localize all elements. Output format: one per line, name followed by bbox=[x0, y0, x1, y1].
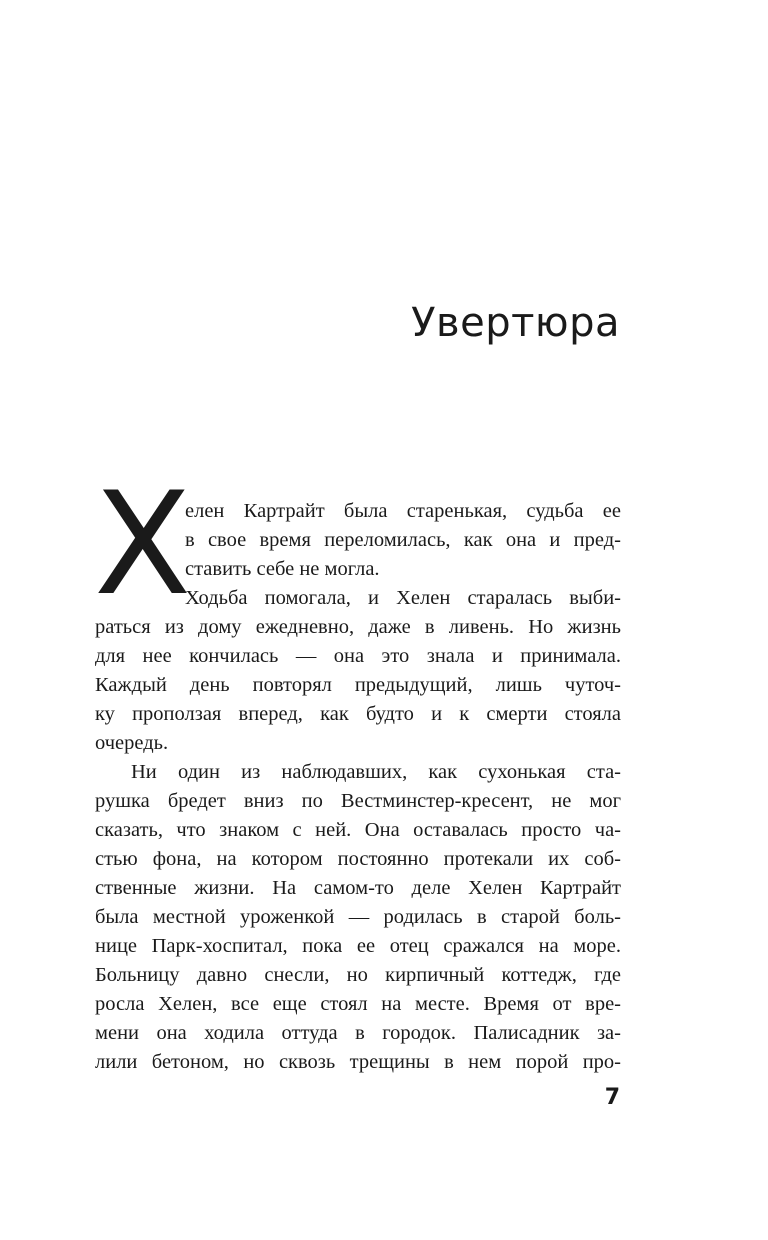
text-line: рушка бредет вниз по Вестминстер-кресент, не мог bbox=[95, 790, 621, 812]
text-line: елен Картрайт была старенькая, судьба ее bbox=[185, 500, 621, 522]
text-line: стью фона, на котором постоянно протекали их соб- bbox=[95, 848, 621, 870]
text-line: ственные жизни. На самом-то деле Хелен Картрайт bbox=[95, 877, 621, 899]
drop-cap: Х bbox=[94, 462, 192, 627]
chapter-title: Увертюра bbox=[411, 300, 620, 346]
text-line: Ходьба помогала, и Хелен старалась выби- bbox=[185, 587, 621, 609]
text-line: ку проползая вперед, как будто и к смерти стояла bbox=[95, 703, 621, 725]
text-line: раться из дому ежедневно, даже в ливень. Но жизнь bbox=[95, 616, 621, 638]
text-line: лили бетоном, но сквозь трещины в нем порой про- bbox=[95, 1051, 621, 1073]
text-line: Ни один из наблюдавших, как сухонькая ста- bbox=[131, 761, 621, 783]
text-line: Больницу давно снесли, но кирпичный коттедж, где bbox=[95, 964, 621, 986]
text-line: для нее кончилась — она это знала и принимала. bbox=[95, 645, 621, 667]
text-line: Каждый день повторял предыдущий, лишь чуточ- bbox=[95, 674, 621, 696]
text-line: мени она ходила оттуда в городок. Палисадник за- bbox=[95, 1022, 621, 1044]
text-line: была местной уроженкой — родилась в старой боль- bbox=[95, 906, 621, 928]
text-line: в свое время переломилась, как она и пред- bbox=[185, 529, 621, 551]
page-number: 7 bbox=[604, 1085, 620, 1110]
text-line: очередь. bbox=[95, 732, 169, 754]
text-line: нице Парк-хоспитал, пока ее отец сражался на море. bbox=[95, 935, 621, 957]
text-line: ставить себе не могла. bbox=[185, 558, 380, 580]
text-line: росла Хелен, все еще стоял на месте. Время от вре- bbox=[95, 993, 621, 1015]
text-line: сказать, что знаком с ней. Она оставалась просто ча- bbox=[95, 819, 621, 841]
